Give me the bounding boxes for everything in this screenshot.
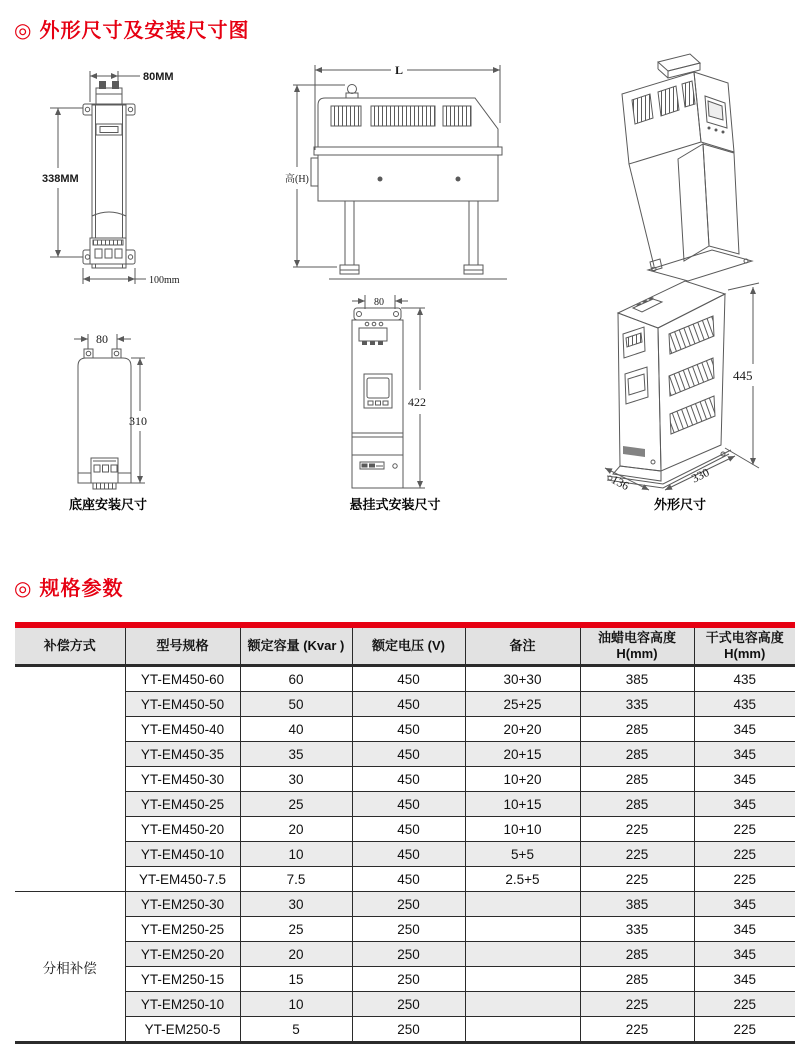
table-cell: 250 (352, 1017, 465, 1043)
table-cell: 225 (694, 817, 795, 842)
table-cell: 25 (240, 917, 352, 942)
table-row (15, 792, 795, 817)
dim-label-front-height: 338MM (42, 173, 79, 185)
table-cell: YT-EM250-5 (125, 1017, 240, 1043)
table-cell: 345 (694, 767, 795, 792)
col-header-oil-height: 油蜡电容高度 H(mm) (580, 625, 694, 666)
table-cell: 345 (694, 792, 795, 817)
table-cell: 225 (580, 817, 694, 842)
table-cell: 285 (580, 767, 694, 792)
table-cell: YT-EM250-20 (125, 942, 240, 967)
table-cell (465, 1017, 580, 1043)
table-row (15, 992, 795, 1017)
table-cell: YT-EM450-30 (125, 767, 240, 792)
spec-table (15, 622, 795, 1044)
table-cell: 285 (580, 717, 694, 742)
table-cell: 385 (580, 892, 694, 917)
drawing-outline-view (563, 278, 803, 513)
compensation-group-cell (15, 666, 125, 892)
table-cell: YT-EM450-60 (125, 666, 240, 692)
table-cell: 285 (580, 792, 694, 817)
table-cell (465, 917, 580, 942)
table-cell: 335 (580, 917, 694, 942)
table-cell: 225 (580, 992, 694, 1017)
table-cell: 2.5+5 (465, 867, 580, 892)
table-row (15, 917, 795, 942)
col-header-compensation: 补偿方式 (15, 625, 125, 666)
table-cell: YT-EM450-40 (125, 717, 240, 742)
table-cell (465, 967, 580, 992)
col-header-voltage: 额定电压 (V) (352, 625, 465, 666)
table-cell: 225 (694, 842, 795, 867)
table-cell (465, 892, 580, 917)
table-cell: YT-EM250-25 (125, 917, 240, 942)
table-cell: YT-EM450-35 (125, 742, 240, 767)
dim-label-outline-height: 445 (733, 368, 753, 383)
table-cell: YT-EM250-30 (125, 892, 240, 917)
dim-label-outline-width: 136 (609, 472, 632, 493)
table-cell: 450 (352, 666, 465, 692)
section-title-specs (14, 572, 123, 601)
section-title-text: 规格参数 (39, 578, 124, 600)
table-cell: 450 (352, 817, 465, 842)
table-cell: 225 (694, 992, 795, 1017)
table-row (15, 967, 795, 992)
table-cell: 25+25 (465, 692, 580, 717)
table-cell: 25 (240, 792, 352, 817)
spec-table-header-row (15, 625, 795, 666)
table-row (15, 666, 795, 692)
section-bullet-icon: ◎ (14, 578, 33, 600)
spec-table-body (15, 666, 795, 1043)
table-cell: 250 (352, 967, 465, 992)
table-cell: 30 (240, 767, 352, 792)
table-cell: YT-EM450-50 (125, 692, 240, 717)
table-cell: 385 (580, 666, 694, 692)
table-cell: 285 (580, 942, 694, 967)
drawing-isometric-view (608, 50, 788, 288)
table-cell: 250 (352, 917, 465, 942)
table-cell: 10+20 (465, 767, 580, 792)
section-title-dimensions (14, 14, 249, 43)
table-cell: 20+20 (465, 717, 580, 742)
dim-label-base-height: 310 (129, 414, 147, 428)
section-bullet-icon: ◎ (14, 20, 33, 42)
dim-label-height: 高(H) (285, 174, 309, 185)
table-cell: 225 (580, 842, 694, 867)
table-row (15, 892, 795, 917)
table-cell: 30 (240, 892, 352, 917)
caption-outline-view: 外形尺寸 (653, 497, 706, 512)
table-cell: 345 (694, 917, 795, 942)
table-cell: 345 (694, 967, 795, 992)
table-cell: YT-EM450-25 (125, 792, 240, 817)
table-cell: 450 (352, 792, 465, 817)
table-cell: 7.5 (240, 867, 352, 892)
table-cell: YT-EM450-10 (125, 842, 240, 867)
table-cell: 345 (694, 892, 795, 917)
table-cell: 20 (240, 942, 352, 967)
table-row (15, 717, 795, 742)
drawing-hanging-mount (340, 290, 495, 518)
caption-hanging-mount: 悬挂式安装尺寸 (349, 497, 441, 512)
table-cell: 250 (352, 942, 465, 967)
table-cell: 250 (352, 992, 465, 1017)
table-cell: 10 (240, 992, 352, 1017)
table-cell: 5+5 (465, 842, 580, 867)
table-cell: 20 (240, 817, 352, 842)
col-header-capacity: 额定容量 (Kvar ) (240, 625, 352, 666)
table-cell: 335 (580, 692, 694, 717)
table-cell: 10+15 (465, 792, 580, 817)
table-cell: 450 (352, 692, 465, 717)
table-cell: YT-EM250-10 (125, 992, 240, 1017)
table-cell: 450 (352, 767, 465, 792)
table-row (15, 742, 795, 767)
table-cell: 60 (240, 666, 352, 692)
table-row (15, 692, 795, 717)
table-row (15, 817, 795, 842)
table-cell: 285 (580, 967, 694, 992)
dim-label-hang-width: 80 (374, 297, 384, 308)
table-cell: YT-EM450-20 (125, 817, 240, 842)
table-cell: 10 (240, 842, 352, 867)
table-cell: 10+10 (465, 817, 580, 842)
dim-label-base-width: 80 (96, 332, 108, 346)
dim-label-outline-depth: 330 (689, 465, 712, 486)
table-cell: 450 (352, 842, 465, 867)
table-row (15, 767, 795, 792)
col-header-dry-height: 干式电容高度 H(mm) (694, 625, 795, 666)
dim-label-length: L (395, 63, 404, 77)
col-header-model: 型号规格 (125, 625, 240, 666)
drawing-front-view (40, 58, 255, 293)
table-cell: YT-EM250-15 (125, 967, 240, 992)
table-cell: 40 (240, 717, 352, 742)
table-cell: 450 (352, 717, 465, 742)
table-cell: 435 (694, 692, 795, 717)
compensation-group-cell: 分相补偿 (15, 892, 125, 1043)
table-cell: 50 (240, 692, 352, 717)
dim-label-hang-height: 422 (408, 395, 426, 409)
table-row (15, 867, 795, 892)
table-cell: 450 (352, 867, 465, 892)
table-cell: 35 (240, 742, 352, 767)
table-cell: 5 (240, 1017, 352, 1043)
table-row (15, 942, 795, 967)
table-cell: 30+30 (465, 666, 580, 692)
table-cell: 345 (694, 942, 795, 967)
table-cell: 345 (694, 717, 795, 742)
table-cell: 435 (694, 666, 795, 692)
table-row (15, 842, 795, 867)
table-cell: 225 (694, 1017, 795, 1043)
caption-base-mount: 底座安装尺寸 (68, 497, 147, 512)
table-cell: 250 (352, 892, 465, 917)
table-cell: 225 (580, 867, 694, 892)
table-cell: 15 (240, 967, 352, 992)
table-cell: 225 (580, 1017, 694, 1043)
table-cell (465, 942, 580, 967)
table-cell: 225 (694, 867, 795, 892)
table-cell: 285 (580, 742, 694, 767)
table-cell (465, 992, 580, 1017)
drawing-side-view (285, 55, 510, 287)
table-cell: 20+15 (465, 742, 580, 767)
table-cell: 345 (694, 742, 795, 767)
col-header-remark: 备注 (465, 625, 580, 666)
table-cell: YT-EM450-7.5 (125, 867, 240, 892)
dim-label-front-base: 100mm (149, 275, 180, 286)
table-row (15, 1017, 795, 1043)
table-cell: 450 (352, 742, 465, 767)
dim-label-front-width: 80MM (143, 71, 174, 83)
section-title-text: 外形尺寸及安装尺寸图 (39, 20, 250, 42)
